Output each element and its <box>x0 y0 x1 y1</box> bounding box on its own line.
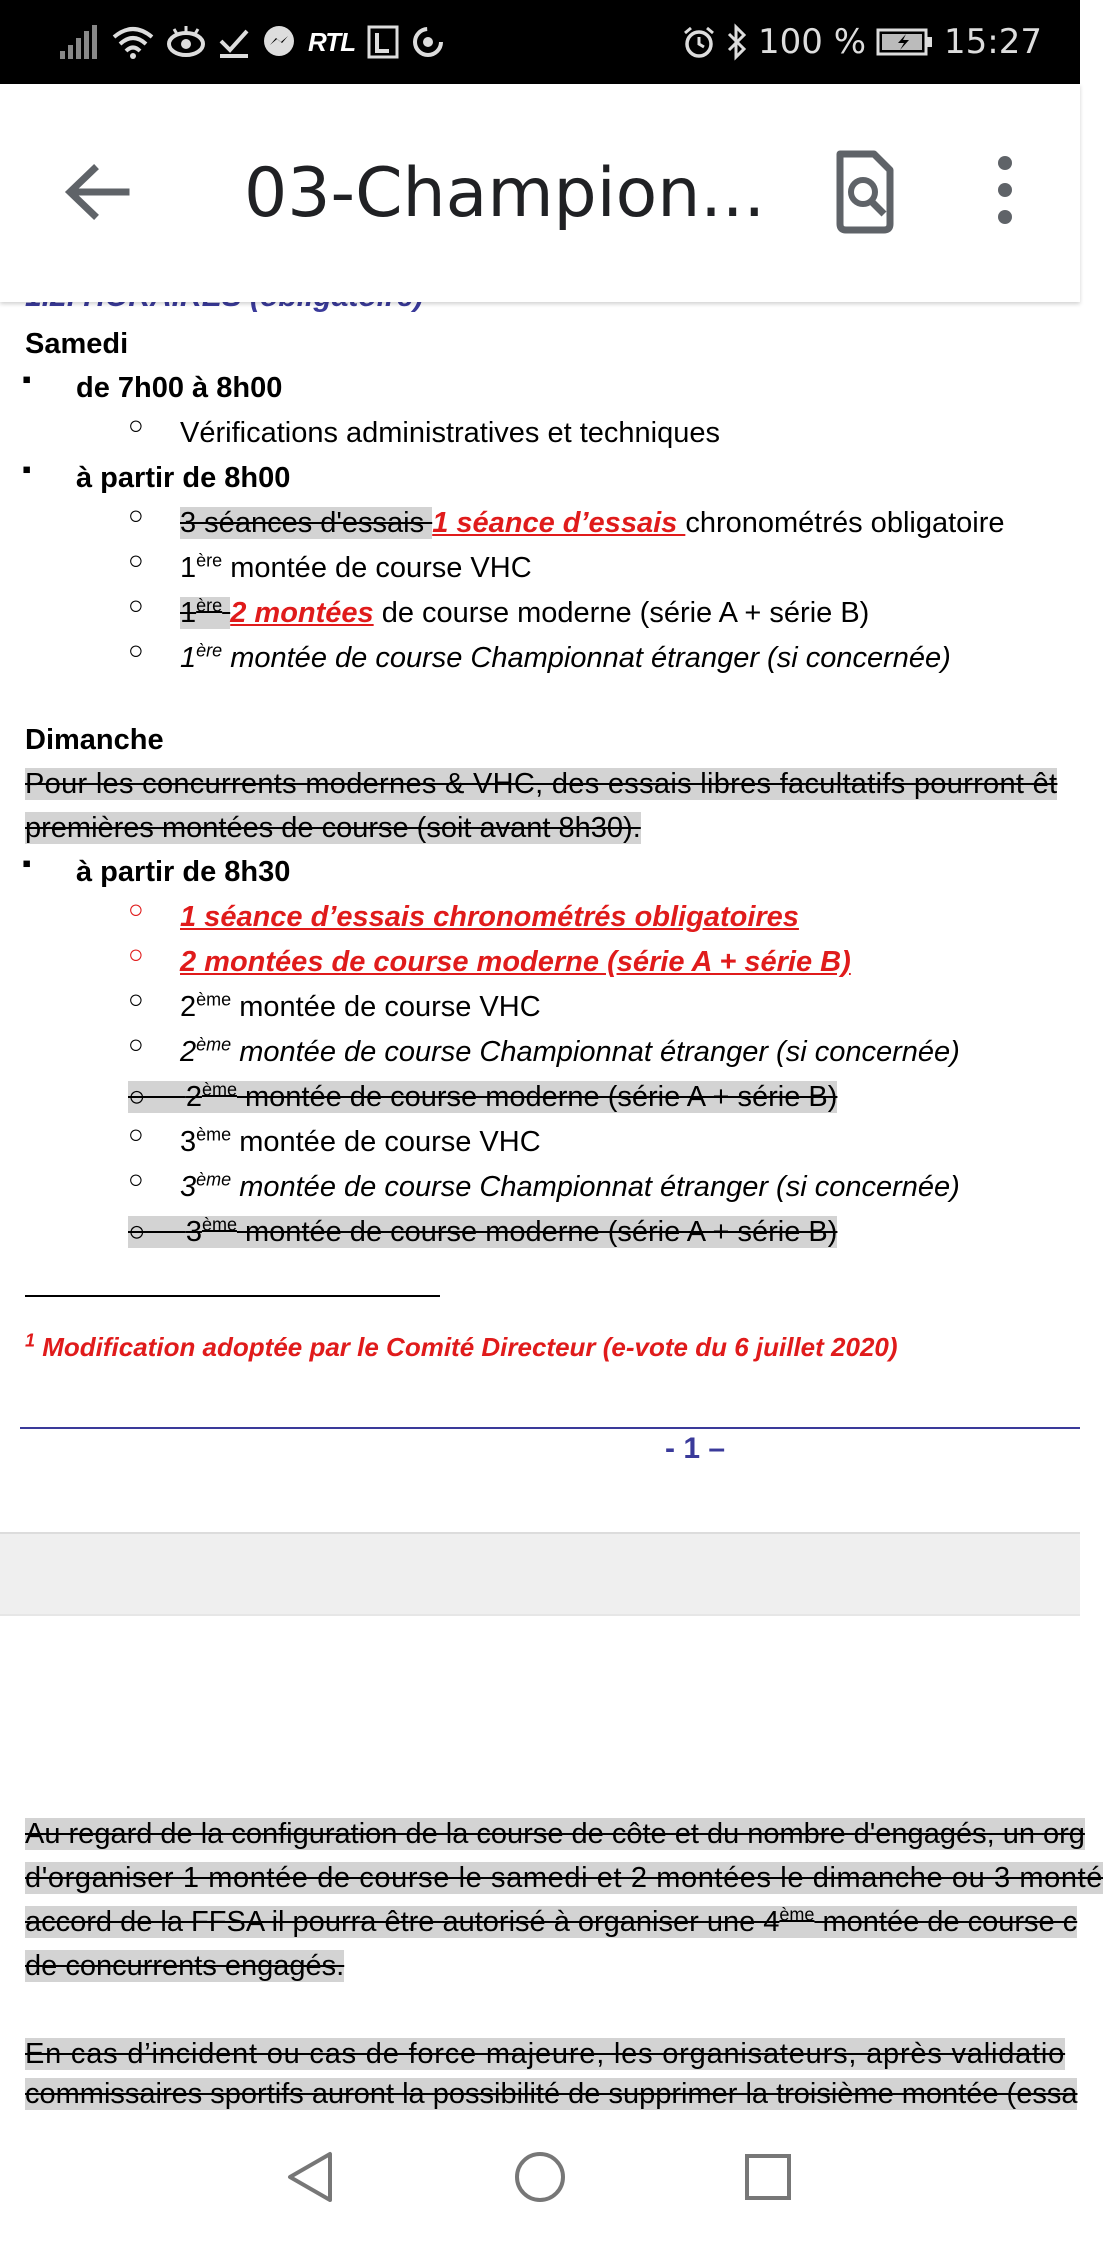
document-page-2 <box>0 1612 1103 2112</box>
signal-icon <box>60 25 100 59</box>
circle-bullet-icon: ○ <box>128 1119 144 1149</box>
circle-bullet-icon: ○ <box>128 939 144 969</box>
item-text: chronométrés obligatoire <box>685 507 1005 539</box>
battery-icon <box>876 27 934 57</box>
revised-item: 1 séance d’essais chronométrés obligatoires <box>180 901 799 933</box>
square-bullet-icon: ▪ <box>22 364 32 394</box>
list-item: 3ème montée de course VHC <box>180 1124 541 1158</box>
app-icon <box>367 25 399 59</box>
struck-paragraph: En cas d’incident ou cas de force majeure, les organisateurs, après validatio <box>25 2038 1066 2070</box>
item-text: montée de course Championnat étranger (si concernée) <box>222 642 951 674</box>
find-in-document-icon[interactable] <box>830 142 900 242</box>
circle-bullet-icon: ○ <box>128 590 144 620</box>
status-right-icons <box>682 18 1042 66</box>
document-page-1 <box>0 302 1080 1532</box>
wifi-icon <box>112 25 154 59</box>
circle-bullet-icon: ○ <box>128 500 144 530</box>
list-item: 2ème montée de course VHC <box>180 989 541 1023</box>
status-left-icons <box>60 18 445 66</box>
list-item: Vérifications administratives et techniques <box>180 417 720 449</box>
day-saturday: Samedi <box>25 328 129 360</box>
circle-bullet-icon: ○ <box>128 984 144 1014</box>
page-number: - 1 – <box>665 1432 726 1465</box>
item-text: montée de course VHC <box>222 552 532 584</box>
item-number: 1 <box>180 552 197 584</box>
item-text: de course moderne (série A + série B) <box>373 597 870 629</box>
app-bar <box>0 84 1080 302</box>
circle-bullet-icon: ○ <box>128 545 144 575</box>
alarm-icon <box>682 25 716 59</box>
nav-recents-icon[interactable] <box>733 2142 803 2212</box>
bluetooth-icon <box>726 24 748 60</box>
struck-paragraph: Au regard de la configuration de la course de côte et du nombre d'engagés, un org <box>25 1818 1085 1850</box>
struck-paragraph: accord de la FFSA il pourra être autorisé à organiser une 4ème montée de course c <box>25 1904 1078 1938</box>
footnote: $^1$ Modification adoptée par le Comité Directeur (e-vote du 6 juillet 2020) <box>25 1330 898 1362</box>
square-bullet-icon: ▪ <box>22 454 32 484</box>
revised-item: 2 montées de course moderne (série A + série B) <box>180 946 851 978</box>
list-item: 2ème montée de course Championnat étranger (si concernée) <box>180 1034 960 1068</box>
struck-paragraph: de concurrents engagés. <box>25 1950 345 1982</box>
circle-bullet-icon: ○ <box>128 635 144 665</box>
time-slot: à partir de 8h30 <box>76 856 291 888</box>
list-item <box>180 593 869 633</box>
time-slot: à partir de 8h00 <box>76 462 291 494</box>
footnote-separator <box>25 1295 440 1297</box>
more-vert-icon[interactable] <box>990 150 1020 240</box>
rtl-icon: RTL <box>308 26 356 57</box>
list-item <box>180 638 951 678</box>
struck-paragraph: Pour les concurrents modernes & VHC, des essais libres facultatifs pourront êt <box>25 768 1058 800</box>
circle-bullet-icon: ○ <box>128 894 144 924</box>
day-sunday: Dimanche <box>25 724 164 756</box>
struck-list-item: ○ 2ème montée de course moderne (série A + série B) <box>128 1079 838 1113</box>
list-item: 3ème montée de course Championnat étranger (si concernée) <box>180 1169 960 1203</box>
revised-text: 2 montées <box>230 597 374 629</box>
struck-paragraph: commissaires sportifs auront la possibilité de supprimer la troisième montée (essa <box>25 2078 1078 2110</box>
page-gap <box>0 1532 1080 1616</box>
navigation-bar <box>0 2112 1080 2244</box>
time-slot: de 7h00 à 8h00 <box>76 372 283 404</box>
back-arrow-icon[interactable] <box>58 152 138 232</box>
circle-bullet-icon: ○ <box>128 410 144 440</box>
messenger-icon <box>262 25 296 59</box>
struck-paragraph: d'organiser 1 montée de course le samedi et 2 montées le dimanche ou 3 monté <box>25 1862 1103 1894</box>
nav-home-icon[interactable] <box>505 2142 575 2212</box>
battery-percent: 100 % <box>758 22 867 62</box>
clock: 15:27 <box>944 22 1042 62</box>
item-number: 1 <box>180 642 197 674</box>
circle-bullet-icon: ○ <box>128 1029 144 1059</box>
struck-list-item: ○ 3ème montée de course moderne (série A + série B) <box>128 1214 838 1248</box>
check-icon <box>218 25 250 59</box>
struck-text: 1ère <box>180 597 230 629</box>
struck-text: 3 séances d'essais <box>180 507 433 539</box>
circle-bullet-icon: ○ <box>128 1164 144 1194</box>
list-item <box>180 503 1005 543</box>
nav-back-icon[interactable] <box>275 2142 345 2212</box>
footer-line <box>20 1427 1080 1429</box>
struck-paragraph: premières montées de course (soit avant 8h30). <box>25 812 641 844</box>
document-title: 03-Champion... <box>244 154 766 233</box>
ordinal-suffix: ère <box>196 640 223 661</box>
revised-text: 1 séance d’essais <box>432 507 686 539</box>
status-bar <box>0 0 1080 84</box>
square-bullet-icon: ▪ <box>22 848 32 878</box>
ordinal-suffix: ère <box>196 550 223 571</box>
eye-icon <box>166 25 206 59</box>
list-item <box>180 548 532 588</box>
sync-icon <box>411 25 445 59</box>
